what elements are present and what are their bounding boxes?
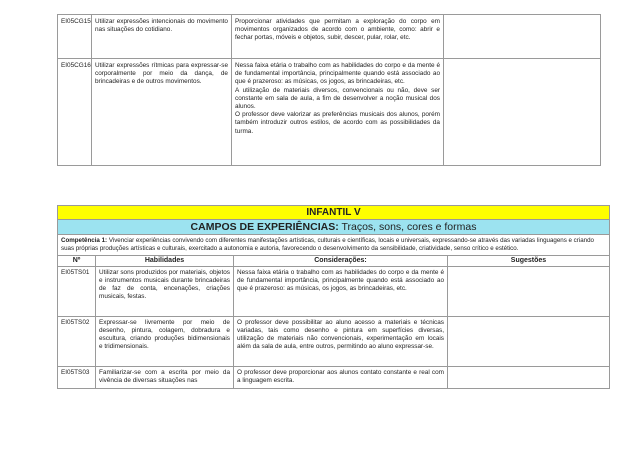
bottom-table	[57, 205, 610, 389]
top-table	[57, 14, 601, 166]
sugestoes-cell	[448, 367, 610, 389]
table-row	[58, 367, 610, 389]
competencia-label: Competência 1:	[61, 237, 108, 244]
sugestoes-cell	[444, 15, 601, 59]
code-cell: EI05CG15	[58, 15, 92, 59]
consideracoes-cell	[232, 59, 444, 166]
header-sugestoes: Sugestões	[448, 256, 610, 267]
consideracoes-paragraph: A utilização de materiais diversos, convencionais ou não, deve ser constante em sala de aula, a fim de desenvolver a noção musical dos alunos.	[235, 86, 440, 111]
code-cell: EI05TS02	[58, 317, 96, 367]
consideracoes-cell: O professor deve possibilitar ao aluno acesso a materiais e técnicas variadas, tais como desenho e pintura em superfícies diversas, utilização de materiais não convencionais, experimentação em locais além da sala de aula, entre outros, permitindo ao aluno expressar-se.	[234, 317, 448, 367]
consideracoes-paragraph: O professor deve valorizar as preferências musicais dos alunos, porém também introduzir outros estilos, de acordo com as possibilidades da turma.	[235, 111, 440, 135]
consideracoes-cell: O professor deve proporcionar aos alunos contato constante e real com a linguagem escrita.	[234, 367, 448, 389]
header-num: Nº	[58, 256, 96, 267]
sugestoes-cell	[444, 59, 601, 166]
table-row	[58, 317, 610, 367]
competencia-text: Vivenciar experiências convivendo com diferentes manifestações artísticas, culturais e científicas, locais e universais, expressando-se através das variadas linguagens e criando suas próprias produções artísticas e culturais, exercitado a autonomia e autoria, favorecendo o desenvolvimento da sensibilidade, criatividade, senso crítico e estético.	[61, 237, 594, 252]
code-cell: EI05CG16	[58, 59, 92, 166]
habilidade-cell: Expressar-se livremente por meio de desenho, pintura, colagem, dobradura e escultura, criando produções bidimensionais e tridimensionais.	[96, 317, 234, 367]
campos-banner	[58, 220, 610, 235]
header-consideracoes: Considerações:	[234, 256, 448, 267]
campos-value: Traços, sons, cores e formas	[341, 221, 477, 233]
habilidade-cell: Familiarizar-se com a escrita por meio da vivência de diversas situações nas	[96, 367, 234, 389]
habilidade-cell: Utilizar expressões intencionais do movimento nas situações do cotidiano.	[92, 15, 232, 59]
header-habilidades: Habilidades	[96, 256, 234, 267]
table-row	[58, 15, 601, 59]
header-row	[58, 256, 610, 267]
consideracoes-cell: Proporcionar atividades que permitam a exploração do corpo em movimentos organizados de acordo com o ambiente, como: abrir e fechar portas, móveis e objetos, subir, descer, pular, rolar, etc.	[232, 15, 444, 59]
sugestoes-cell	[448, 317, 610, 367]
habilidade-cell: Utilizar expressões rítmicas para expressar-se corporalmente por meio da dança, de brincadeiras e de outros movimentos.	[92, 59, 232, 166]
competencia-cell	[58, 235, 610, 256]
sugestoes-cell	[448, 267, 610, 317]
consideracoes-cell: Nessa faixa etária o trabalho com as habilidades do corpo e da mente é de fundamental importância, principalmente quando está associado ao que é prazeroso: as músicas, os jogos, as brincadeiras, etc.	[234, 267, 448, 317]
grade-banner: INFANTIL V	[58, 206, 610, 220]
code-cell: EI05TS01	[58, 267, 96, 317]
table-row	[58, 59, 601, 166]
habilidade-cell: Utilizar sons produzidos por materiais, objetos e instrumentos musicais durante brincadeiras de faz de conta, encenações, criações musicais, festas.	[96, 267, 234, 317]
table-row	[58, 267, 610, 317]
consideracoes-paragraph: Nessa faixa etária o trabalho com as habilidades do corpo e da mente é de fundamental importância, principalmente quando está associado ao que é prazeroso: as músicas, os jogos, as brincadeiras, etc.	[235, 62, 440, 86]
code-cell: EI05TS03	[58, 367, 96, 389]
campos-label: CAMPOS DE EXPERIÊNCIAS:	[190, 221, 339, 233]
